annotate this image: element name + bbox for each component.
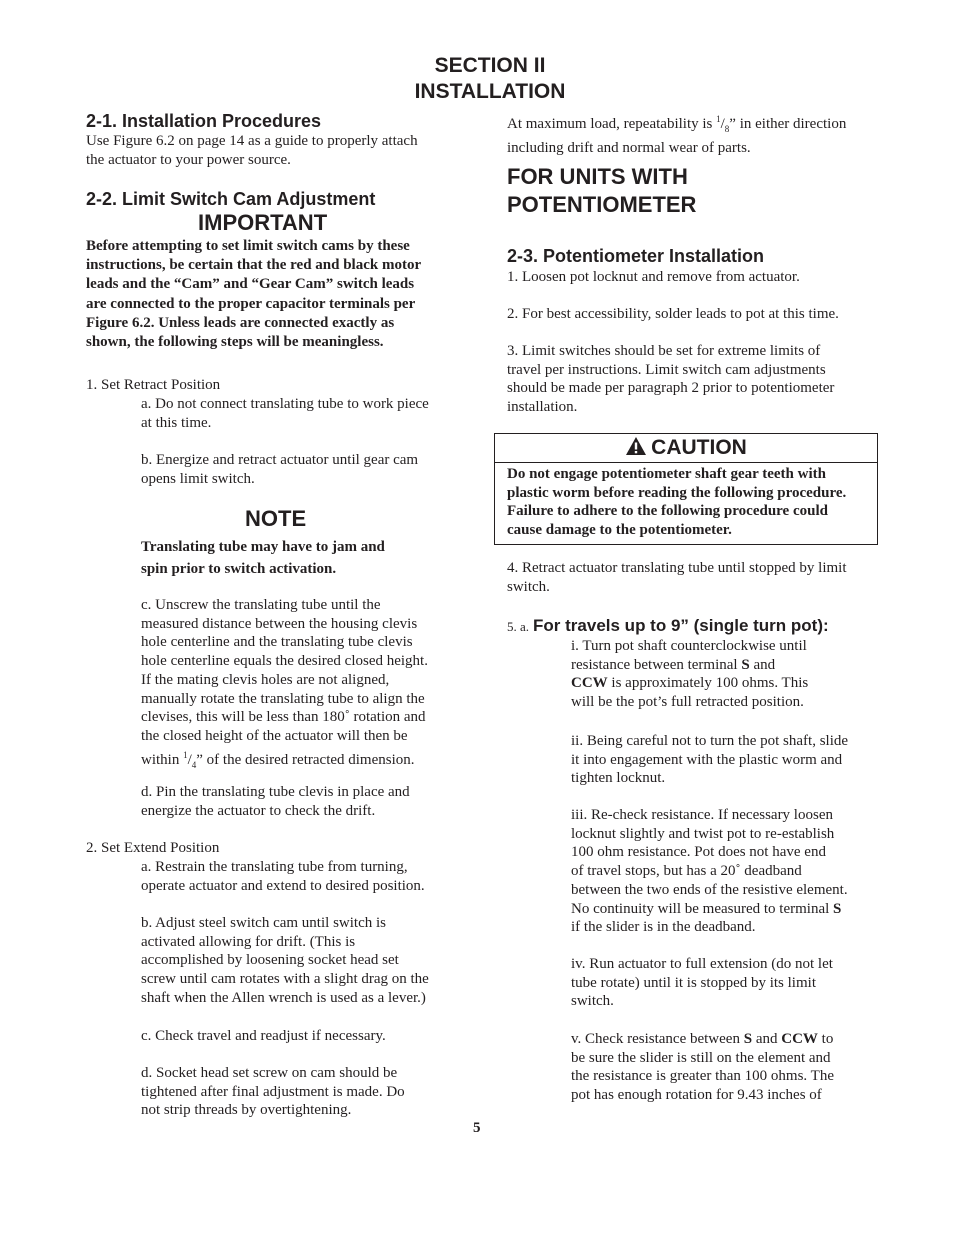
- step-v-line-1: [571, 1030, 871, 1049]
- warning-triangle-icon: [625, 436, 647, 456]
- step-i-and: and: [749, 656, 776, 673]
- step-i-line-2: [571, 656, 871, 675]
- page-number: 5: [473, 1120, 481, 1136]
- step-iii-line-7: if the slider is in the deadband.: [571, 919, 756, 936]
- step-1c-last-line: [141, 746, 451, 775]
- step-2b: b. Adjust steel switch cam until switch is activated allowing for drift. (This is accomplished by loosening socket head set screw until cam rotates with a slight drag on the shaft when the Allen wrench is used as a lever.): [141, 915, 429, 1006]
- step-iii-text: iii. Re-check resistance. If necessary loosen locknut slightly and twist pot to re-establish 100 ohm resistance. Pot does not have end of travel stops, but has a 20˚ deadband between the two ends of the resistive element.: [571, 807, 848, 898]
- caution-text: Do not engage potentiometer shaft gear teeth with plastic worm before reading the following procedure. Failure to adhere to the following procedure could cause damage to the potentiometer.: [507, 466, 847, 539]
- fraction-eighth: $^1/_8$: [716, 114, 730, 134]
- important-heading: IMPORTANT: [198, 210, 328, 235]
- step-1c-text: c. Unscrew the translating tube until the measured distance between the housing clevis hole centerline and the translating tube clevis hole centerline equals the desired closed height. If the mating clevis holes are not aligned, manually rotate the translating tube to align the clevises, this will be less than 180˚ rotation and the closed height of the actuator will then be: [141, 597, 428, 744]
- step-iii-continuity: No continuity will be measured to terminal: [571, 900, 834, 917]
- caution-title: CAUTION: [651, 436, 747, 459]
- units-with-pot-heading: FOR UNITS WITH POTENTIOMETER: [507, 164, 697, 217]
- fraction-numerator: 1: [716, 114, 721, 124]
- max-load-pre: At maximum load, repeatability is: [507, 116, 717, 132]
- fraction-denominator: 8: [724, 124, 730, 134]
- fraction-numerator: 1: [183, 749, 188, 760]
- pot-step-4: 4. Retract actuator translating tube until stopped by limit switch.: [507, 560, 847, 595]
- step-iii-line-6: [571, 900, 871, 919]
- step-i-line-4: will be the pot’s full retracted position.: [571, 694, 804, 711]
- pot-step-iv: iv. Run actuator to full extension (do not let tube rotate) until it is stopped by its limit switch.: [571, 956, 833, 1010]
- step-1c: [141, 596, 451, 774]
- pot-step-3: 3. Limit switches should be set for extreme limits of travel per instructions. Limit switch cam adjustments should be made per paragraph 2 prior to potentiometer installation.: [507, 343, 835, 416]
- section-name: INSTALLATION: [414, 80, 566, 103]
- step-2a: a. Restrain the translating tube from turning, operate actuator and extend to desired position.: [141, 859, 425, 894]
- pot-step-2: 2. For best accessibility, solder leads to pot at this time.: [507, 306, 839, 322]
- fraction-denominator: 4: [191, 759, 197, 770]
- step-5a-prefix: 5. a.: [507, 619, 530, 634]
- note-text: Translating tube may have to jam and spin prior to switch activation.: [141, 539, 385, 577]
- pot-step-1: 1. Loosen pot locknut and remove from actuator.: [507, 269, 800, 285]
- step-2-heading: 2. Set Extend Position: [86, 840, 220, 856]
- step-i-line-1: i. Turn pot shaft counterclockwise until: [571, 638, 807, 654]
- step-i-approx: is approximately 100 ohms. This: [607, 675, 809, 692]
- section-title: [0, 53, 954, 105]
- terminal-ccw: CCW: [781, 1031, 818, 1047]
- caution-box: [494, 433, 878, 545]
- note-heading: NOTE: [245, 506, 307, 531]
- pot-step-i: [571, 637, 871, 712]
- max-load-text: [507, 110, 887, 157]
- fraction-quarter: $^1/_4$: [183, 749, 197, 770]
- step-1c-end: ” of the desired retracted dimension.: [196, 751, 415, 768]
- step-2d: d. Socket head set screw on cam should be tightened after final adjustment is made. Do not strip threads by overtightening.: [141, 1065, 405, 1119]
- pot-step-5a-heading: [507, 616, 829, 636]
- heading-2-1: 2-1. Installation Procedures: [86, 111, 322, 131]
- step-2c: c. Check travel and readjust if necessary.: [141, 1028, 386, 1044]
- terminal-s: S: [743, 1031, 753, 1047]
- paragraph-2-1: Use Figure 6.2 on page 14 as a guide to properly attach the actuator to your power source.: [86, 133, 418, 168]
- step-i-line-3: [571, 674, 871, 693]
- terminal-s: S: [833, 900, 842, 917]
- heading-2-2: 2-2. Limit Switch Cam Adjustment: [86, 189, 376, 209]
- step-1-heading: 1. Set Retract Position: [86, 377, 221, 393]
- step-1d: d. Pin the translating tube clevis in place and energize the actuator to check the drift.: [141, 784, 410, 819]
- section-number: SECTION II: [434, 54, 546, 77]
- step-v-to: to: [817, 1031, 834, 1047]
- caution-header: [495, 434, 877, 463]
- terminal-s: S: [741, 656, 750, 673]
- max-load-line-1: [507, 110, 887, 139]
- pot-step-iii: [571, 806, 871, 937]
- pot-step-ii: ii. Being careful not to turn the pot shaft, slide it into engagement with the plastic worm and tighten locknut.: [571, 733, 849, 787]
- important-text: Before attempting to set limit switch cams by these instructions, be certain that the red and black motor leads and the “Cam” and “Gear Cam” switch leads are connected to the proper capacitor terminals per Figure 6.2. Unless leads are connected exactly as shown, the following steps will be meaningless.: [86, 238, 422, 351]
- max-load-post: ” in either direction: [729, 116, 847, 132]
- pot-step-v: [571, 1030, 871, 1105]
- max-load-line-2: including drift and normal wear of parts.: [507, 139, 751, 156]
- step-i-text: resistance between terminal: [571, 656, 742, 673]
- step-v-rest: be sure the slider is still on the element and the resistance is greater than 100 ohms. The pot has enough rotation for 9.43 inches of: [571, 1049, 834, 1104]
- step-1c-within: within: [141, 751, 184, 768]
- heading-2-3: 2-3. Potentiometer Installation: [507, 246, 765, 266]
- step-v-and: and: [752, 1031, 782, 1047]
- step-1a: a. Do not connect translating tube to work piece at this time.: [141, 396, 429, 431]
- step-1b: b. Energize and retract actuator until gear cam opens limit switch.: [141, 452, 419, 487]
- terminal-ccw: CCW: [571, 675, 608, 692]
- step-5a-title: For travels up to 9” (single turn pot):: [533, 616, 829, 635]
- step-v-text: v. Check resistance between: [571, 1031, 744, 1047]
